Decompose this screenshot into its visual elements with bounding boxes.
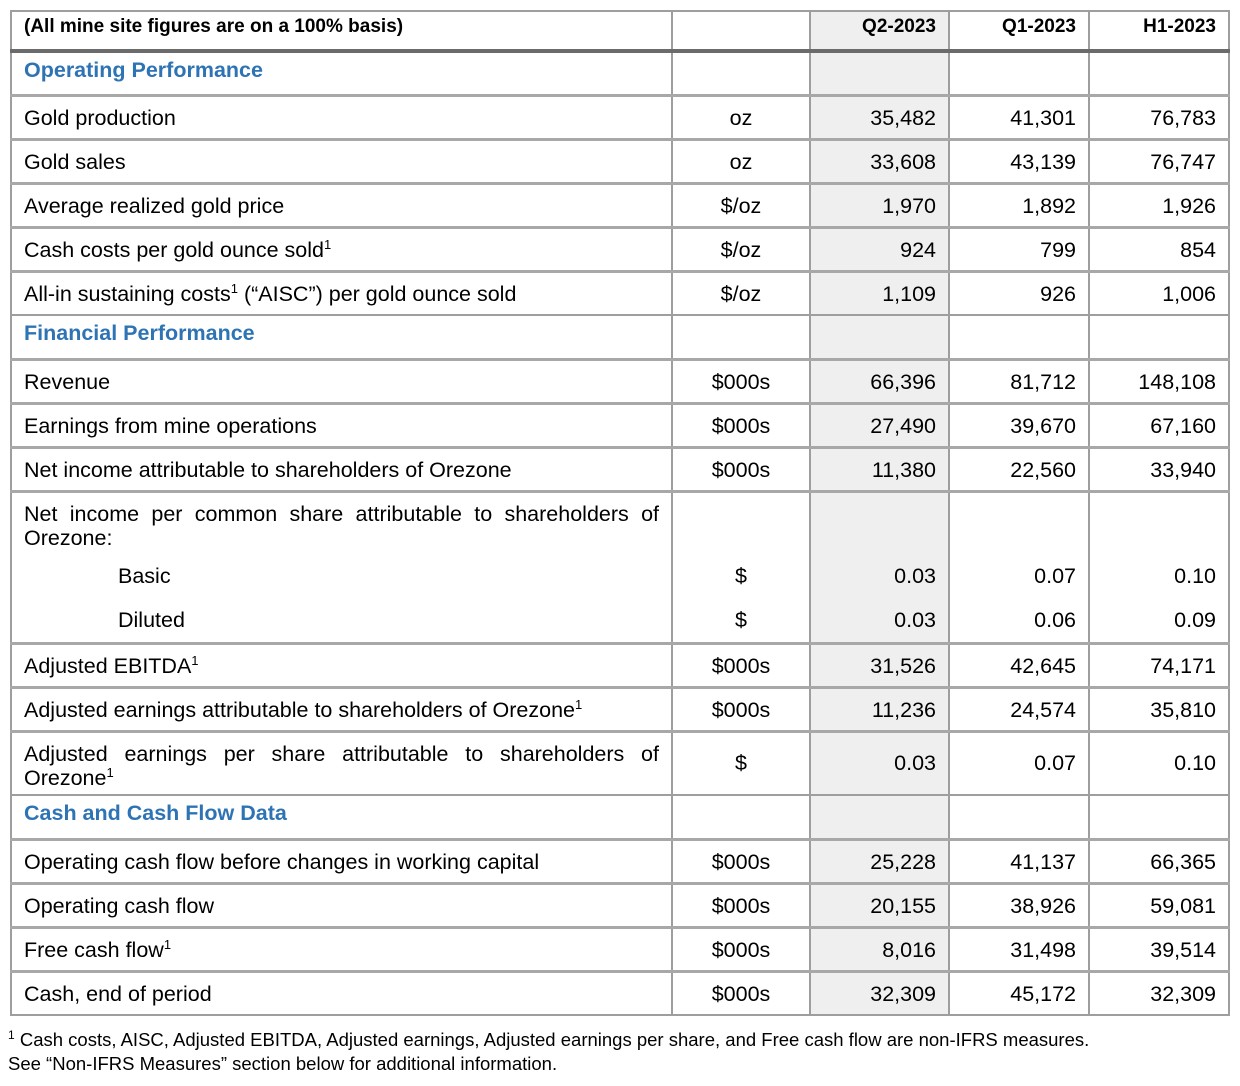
footnote-ref: 1 (106, 764, 114, 780)
value-q2: 1,970 (810, 183, 949, 227)
table-row (11, 555, 1229, 599)
value-q1: 38,926 (949, 883, 1089, 927)
table-row (11, 927, 1229, 971)
value-q2: 20,155 (810, 883, 949, 927)
empty-cell (1089, 795, 1229, 839)
row-label (11, 971, 672, 1015)
value-q1: 31,498 (949, 927, 1089, 971)
row-label-text: Earnings from mine operations (24, 413, 317, 438)
value-q2: 924 (810, 227, 949, 271)
row-label (11, 359, 672, 403)
value-q2: 33,608 (810, 139, 949, 183)
table-row (11, 731, 1229, 795)
value-q2: 11,380 (810, 447, 949, 491)
empty-cell (810, 795, 949, 839)
col-header-h1: H1-2023 (1089, 11, 1229, 51)
footnote-line-2: See “Non-IFRS Measures” section below for additional information. (8, 1053, 558, 1074)
empty-cell (672, 795, 810, 839)
footnote-ref: 1 (230, 280, 238, 296)
row-label-text: Gold production (24, 105, 176, 130)
value-h1: 35,810 (1089, 687, 1229, 731)
unit-cell: $000s (672, 883, 810, 927)
value-q2: 0.03 (810, 599, 949, 643)
value-q2: 66,396 (810, 359, 949, 403)
value-h1: 76,783 (1089, 95, 1229, 139)
value-h1: 74,171 (1089, 643, 1229, 687)
row-label-text: Revenue (24, 369, 111, 394)
value-q1: 22,560 (949, 447, 1089, 491)
value-h1: 32,309 (1089, 971, 1229, 1015)
row-label (11, 271, 672, 315)
empty-cell (672, 491, 810, 555)
value-q1: 799 (949, 227, 1089, 271)
row-label-text: Diluted (118, 608, 185, 632)
value-q1: 1,892 (949, 183, 1089, 227)
unit-cell: $000s (672, 403, 810, 447)
subheading-row (11, 491, 1229, 555)
empty-cell (949, 795, 1089, 839)
table-row (11, 139, 1229, 183)
row-label (11, 687, 672, 731)
table-row (11, 447, 1229, 491)
unit-cell: $/oz (672, 271, 810, 315)
value-q2: 35,482 (810, 95, 949, 139)
empty-cell (810, 491, 949, 555)
value-h1: 1,006 (1089, 271, 1229, 315)
unit-cell: oz (672, 95, 810, 139)
value-q1: 39,670 (949, 403, 1089, 447)
unit-cell: $ (672, 599, 810, 643)
value-q1: 43,139 (949, 139, 1089, 183)
value-h1: 0.10 (1089, 555, 1229, 599)
table-row (11, 643, 1229, 687)
row-label (11, 139, 672, 183)
unit-header (672, 11, 810, 51)
row-label-text: Adjusted earnings attributable to shareholders of Orezone (24, 697, 575, 722)
row-label (11, 447, 672, 491)
footnote-ref: 1 (574, 696, 583, 712)
row-label (11, 883, 672, 927)
value-q2: 25,228 (810, 839, 949, 883)
unit-cell: $000s (672, 643, 810, 687)
row-label (11, 643, 672, 687)
unit-cell: $000s (672, 927, 810, 971)
col-header-q1: Q1-2023 (949, 11, 1089, 51)
value-h1: 33,940 (1089, 447, 1229, 491)
section-title: Cash and Cash Flow Data (11, 795, 672, 839)
value-q2: 0.03 (810, 731, 949, 795)
row-label-text: Cash costs per gold ounce sold (24, 237, 324, 262)
table-row (11, 183, 1229, 227)
value-q1: 41,301 (949, 95, 1089, 139)
value-h1: 67,160 (1089, 403, 1229, 447)
footnote-ref: 1 (191, 652, 199, 668)
table-body (11, 51, 1229, 1015)
section-header-row (11, 51, 1229, 95)
value-h1: 1,926 (1089, 183, 1229, 227)
value-h1: 0.10 (1089, 731, 1229, 795)
row-label (11, 183, 672, 227)
row-label-text: Gold sales (24, 149, 126, 174)
unit-cell: $000s (672, 687, 810, 731)
value-q2: 8,016 (810, 927, 949, 971)
value-h1: 148,108 (1089, 359, 1229, 403)
row-label-suffix: (“AISC”) per gold ounce sold (237, 281, 517, 306)
unit-cell: $000s (672, 971, 810, 1015)
value-h1: 39,514 (1089, 927, 1229, 971)
empty-cell (1089, 315, 1229, 359)
value-q1: 42,645 (949, 643, 1089, 687)
value-q1: 0.07 (949, 731, 1089, 795)
unit-cell: $ (672, 731, 810, 795)
row-label-text: Net income per common share attributable to shareholders of Orezone: (24, 501, 659, 550)
empty-cell (672, 315, 810, 359)
results-table (10, 10, 1230, 1016)
footnote-ref: 1 (163, 936, 172, 952)
table-header-row (11, 11, 1229, 51)
row-label (11, 927, 672, 971)
row-label-text: Basic (118, 564, 171, 588)
table-row (11, 599, 1229, 643)
footnote (8, 1028, 1232, 1076)
unit-cell: $/oz (672, 227, 810, 271)
row-label-text: Average realized gold price (24, 193, 285, 218)
table-row (11, 95, 1229, 139)
basis-note: (All mine site figures are on a 100% basis) (11, 11, 672, 51)
table-row (11, 403, 1229, 447)
value-q2: 1,109 (810, 271, 949, 315)
row-label (11, 227, 672, 271)
table-row (11, 359, 1229, 403)
value-q2: 27,490 (810, 403, 949, 447)
row-label-text: Adjusted EBITDA (24, 653, 192, 678)
row-label (11, 95, 672, 139)
row-label-text: Operating cash flow before changes in working capital (24, 849, 540, 874)
footnote-line-1: Cash costs, AISC, Adjusted EBITDA, Adjusted earnings, Adjusted earnings per share, and Free cash flow are non-IFRS measures. (14, 1029, 1090, 1050)
row-label (11, 491, 672, 555)
section-title: Operating Performance (11, 51, 672, 95)
value-q1: 0.06 (949, 599, 1089, 643)
col-header-q2: Q2-2023 (810, 11, 949, 51)
row-label (11, 731, 672, 795)
empty-cell (672, 51, 810, 95)
row-label-text: Net income attributable to shareholders of Orezone (24, 457, 512, 482)
empty-cell (949, 315, 1089, 359)
table-row (11, 687, 1229, 731)
row-label (11, 599, 672, 643)
row-label (11, 839, 672, 883)
footnote-ref: 1 (323, 236, 332, 252)
section-header-row (11, 315, 1229, 359)
row-label-text: Operating cash flow (24, 893, 215, 918)
unit-cell: $000s (672, 839, 810, 883)
value-q1: 24,574 (949, 687, 1089, 731)
row-label-text: Free cash flow (24, 937, 164, 962)
table-row (11, 271, 1229, 315)
value-q2: 0.03 (810, 555, 949, 599)
table-row (11, 839, 1229, 883)
empty-cell (810, 315, 949, 359)
section-header-row (11, 795, 1229, 839)
table-row (11, 883, 1229, 927)
unit-cell: oz (672, 139, 810, 183)
empty-cell (949, 51, 1089, 95)
empty-cell (810, 51, 949, 95)
value-h1: 66,365 (1089, 839, 1229, 883)
empty-cell (1089, 51, 1229, 95)
empty-cell (1089, 491, 1229, 555)
row-label-text: All-in sustaining costs (24, 281, 231, 306)
row-label (11, 555, 672, 599)
value-q2: 11,236 (810, 687, 949, 731)
unit-cell: $000s (672, 359, 810, 403)
footnote-marker: 1 (8, 1027, 15, 1042)
value-q2: 31,526 (810, 643, 949, 687)
row-label-text: Adjusted earnings per share attributable to shareholders of Orezone (24, 741, 659, 790)
row-label (11, 403, 672, 447)
table-row (11, 227, 1229, 271)
value-q1: 926 (949, 271, 1089, 315)
value-h1: 76,747 (1089, 139, 1229, 183)
value-q1: 45,172 (949, 971, 1089, 1015)
value-q1: 81,712 (949, 359, 1089, 403)
unit-cell: $/oz (672, 183, 810, 227)
row-label-text: Cash, end of period (24, 981, 212, 1006)
section-title: Financial Performance (11, 315, 672, 359)
unit-cell: $ (672, 555, 810, 599)
value-h1: 0.09 (1089, 599, 1229, 643)
empty-cell (949, 491, 1089, 555)
value-q1: 41,137 (949, 839, 1089, 883)
unit-cell: $000s (672, 447, 810, 491)
value-h1: 59,081 (1089, 883, 1229, 927)
value-h1: 854 (1089, 227, 1229, 271)
value-q2: 32,309 (810, 971, 949, 1015)
table-row (11, 971, 1229, 1015)
value-q1: 0.07 (949, 555, 1089, 599)
